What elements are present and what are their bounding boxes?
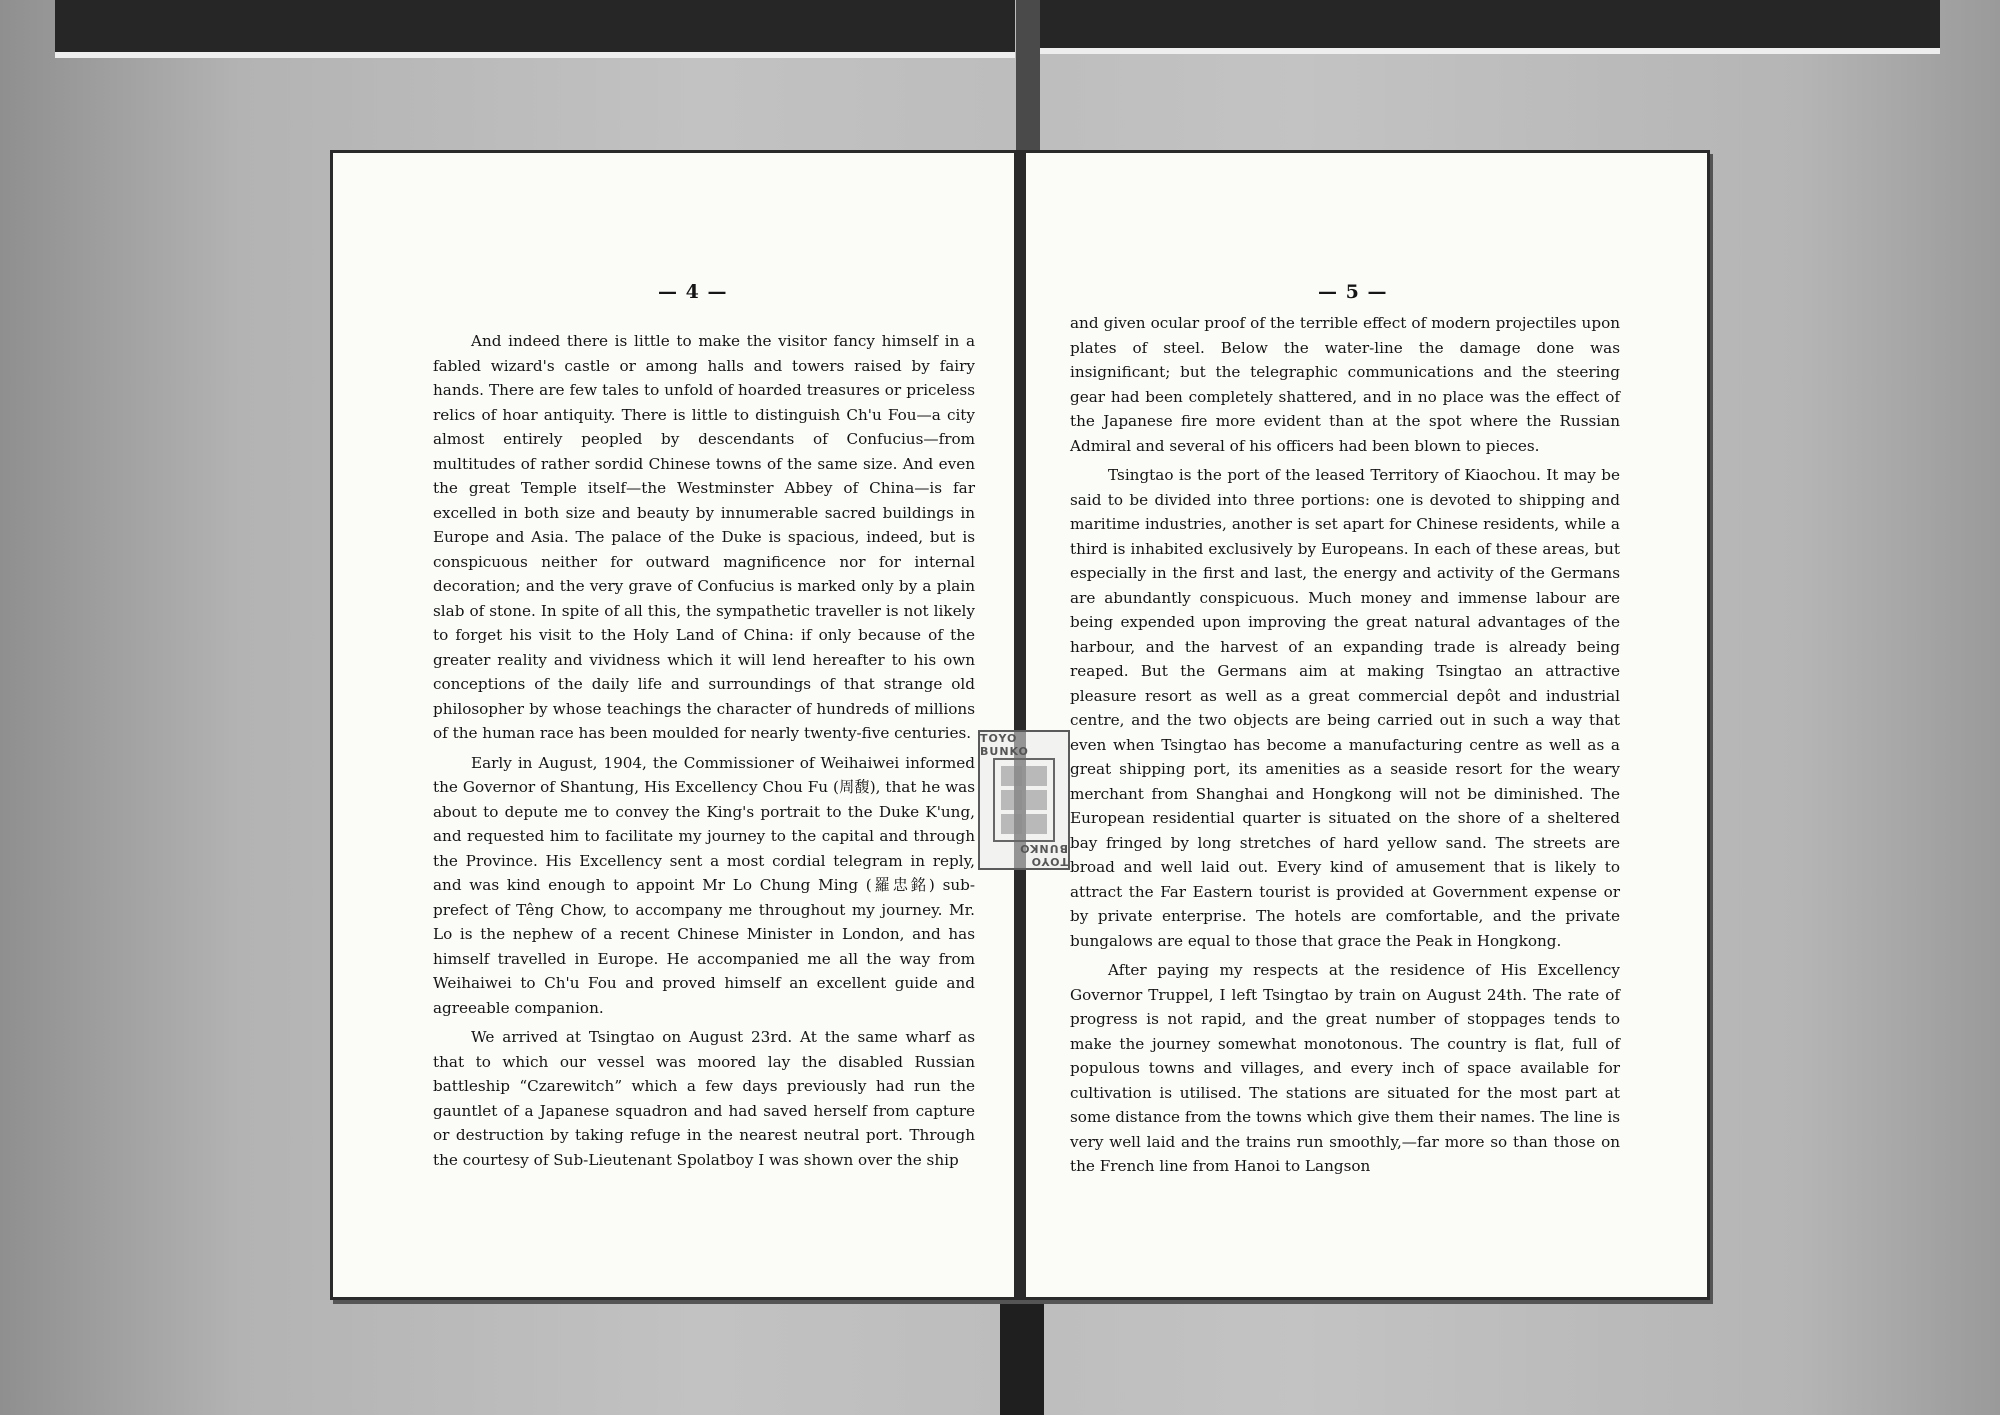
right-page-number: — 5 — bbox=[1318, 281, 1388, 303]
library-stamp bbox=[978, 730, 1070, 870]
book-spine-top bbox=[1016, 0, 1040, 150]
left-page bbox=[330, 150, 1020, 1300]
scan-edge-top-left bbox=[55, 0, 1015, 52]
seal-icon bbox=[993, 758, 1055, 842]
stamp-bottom-text: TOYO BUNKO bbox=[1019, 842, 1068, 868]
book-spine-bottom bbox=[1000, 1300, 1044, 1415]
scan-edge-top-right bbox=[1040, 0, 1940, 48]
right-page bbox=[1020, 150, 1710, 1300]
right-paragraph-3: After paying my respects at the residence of His Excellency Governor Truppel, I left Tsingtao by train on August 24th. The rate of progress is not rapid, and the great number of stoppages tends to make the journey somewhat monotonous. The country is flat, full of populous towns and villages, and every inch of space available for cultivation is utilised. The stations are situated for the most part at some distance from the towns which give them their names. The line is very well laid and the trains run smoothly,—far more so than those on the French line from Hanoi to Langson bbox=[1070, 961, 1620, 1175]
right-paragraph-2: Tsingtao is the port of the leased Territory of Kiaochou. It may be said to be divided into three portions: one is devoted to shipping and maritime industries, another is set apart for Chinese residents, while a third is inhabited exclusively by Europeans. In each of these areas, but especially in the first and last, the energy and activity of the Germans are abundantly conspicuous. Much money and immense labour are being expended upon improving the great natural advantages of the harbour, and the harvest of an expanding trade is already being reaped. But the Germans aim at making Tsingtao an attractive pleasure resort as well as a great commercial depôt and industrial centre, and the two objects are being carried out in such a way that even when Tsingtao has become a manufacturing centre as well as a great shipping port, its amenities as a seaside resort for the weary merchant from Shanghai and Hongkong will not be diminished. The European residential quarter is situated on the shore of a sheltered bay fringed by long stretches of hard yellow sand. The streets are broad and well laid out. Every kind of amusement that is likely to attract the Far Eastern tourist is provided at Government expense or by private enterprise. The hotels are comfortable, and the private bungalows are equal to those that grace the Peak in Hongkong. bbox=[1070, 466, 1620, 950]
left-paragraph-2: Early in August, 1904, the Commissioner of Weihaiwei informed the Governor of Shantung, His Excellency Chou Fu (周馥), that he was about to depute me to convey the King's portrait to the Duke K'ung, and requested him to facilitate my journey to the capital and through the Province. His Excellency sent a most cordial telegram in reply, and was kind enough to appoint Mr Lo Chung Ming (羅忠銘) sub-prefect of Têng Chow, to accompany me throughout my journey. Mr. Lo is the nephew of a recent Chinese Minister in London, and has himself travelled in Europe. He accompanied me all the way from Weihaiwei to Ch'u Fou and proved himself an excellent guide and agreeable companion. bbox=[433, 753, 975, 1017]
right-page-body bbox=[1070, 311, 1620, 1184]
left-page-body bbox=[433, 329, 975, 1177]
stamp-top-text: TOYO BUNKO bbox=[980, 732, 1029, 758]
right-paragraph-1: and given ocular proof of the terrible effect of modern projectiles upon plates of steel. Below the water-line the damage done was insignificant; but the telegraphic communications and the steering gear had been completely shattered, and in no place was the effect of the Japanese fire more evident than at the spot where the Russian Admiral and several of his officers had been blown to pieces. bbox=[1070, 314, 1620, 455]
left-page-number: — 4 — bbox=[658, 281, 728, 303]
left-paragraph-1: And indeed there is little to make the visitor fancy himself in a fabled wizard's castle or among halls and towers raised by fairy hands. There are few tales to unfold of hoarded treasures or priceless relics of hoar antiquity. There is little to distinguish Ch'u Fou—a city almost entirely peopled by descendants of Confucius—from multitudes of rather sordid Chinese towns of the same size. And even the great Temple itself—the Westminster Abbey of China—is far excelled in both size and beauty by innumerable sacred buildings in Europe and Asia. The palace of the Duke is spacious, indeed, but is conspicuous neither for outward magnificence nor for internal decoration; and the very grave of Confucius is marked only by a plain slab of stone. In spite of all this, the sympathetic traveller is not likely to forget his visit to the Holy Land of China: if only because of the greater reality and vividness which it will lend hereafter to his own conceptions of the daily life and surroundings of that strange old philosopher by whose teachings the character of hundreds of millions of the human race has been moulded for nearly twenty-five centuries. bbox=[433, 332, 975, 742]
left-paragraph-3: We arrived at Tsingtao on August 23rd. At the same wharf as that to which our vessel was moored lay the disabled Russian battleship “Czarewitch” which a few days previously had run the gauntlet of a Japanese squadron and had saved herself from capture or destruction by taking refuge in the nearest neutral port. Through the courtesy of Sub-Lieutenant Spolatboy I was shown over the ship bbox=[433, 1028, 975, 1169]
